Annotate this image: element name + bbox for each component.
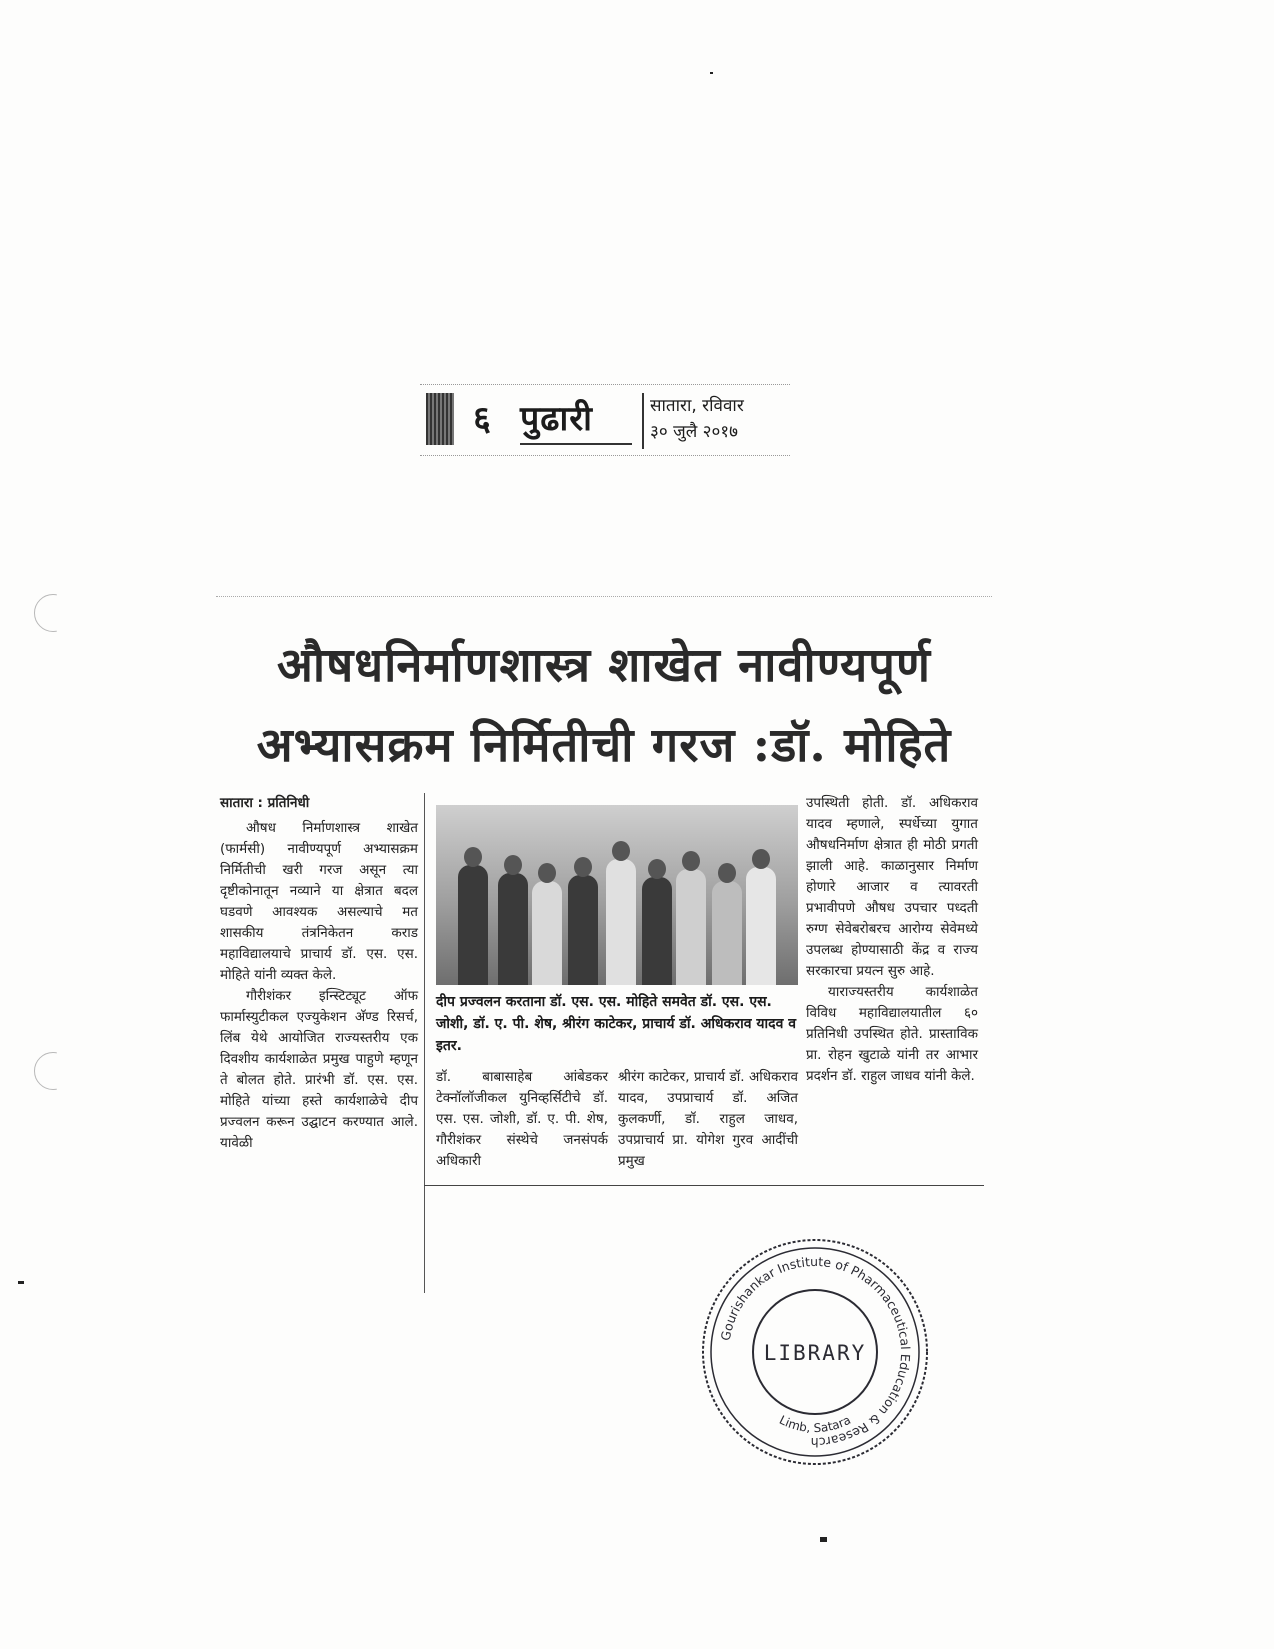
date-line-2: ३० जुलै २०१७ [650,422,738,442]
photo-caption: दीप प्रज्वलन करताना डॉ. एस. एस. मोहिते समवेत डॉ. एस. एस. जोशी, डॉ. ए. पी. शेष, श्रीरंग काटेकर, प्राचार्य डॉ. अधिकराव यादव व इतर. [436,994,797,1054]
date-line-1: सातारा, रविवार [650,396,744,416]
headline-line-1: औषधनिर्माणशास्त्र शाखेत नावीण्यपूर्ण [277,638,931,693]
photo-person [458,865,488,985]
stamp-graphic [695,1232,935,1472]
column-2a: डॉ. बाबासाहेब आंबेडकर टेक्नॉलॉजीकल युनिव्हर्सिटीचे डॉ. एस. एस. जोशी, डॉ. ए. पी. शेष, गौरीशंकर संस्थेचे जनसंपर्क अधिकारी [436,1069,608,1169]
punch-hole-bottom [34,1052,72,1090]
photo-person [746,867,776,985]
photo-person [712,881,742,985]
dateline: सातारा : प्रतिनिधी [220,795,310,811]
col3-paragraph-1: उपस्थिती होती. डॉ. अधिकराव यादव म्हणाले, स्पर्धेच्या युगात औषधनिर्माण क्षेत्रात ही मोठी प्रगती झाली आहे. काळानुसार निर्माण होणारे आजार व त्यावरती प्रभावीपणे औषध उपचार पध्दती रुग्ण सेवेबरोबरच आरोग्य सेवेमध्ये उपलब्ध होण्यासाठी केंद्र व राज्य सरकारचा प्रयत्न सुरु आहे. [806,795,978,979]
news-article [216,596,992,1317]
photo-person [642,877,672,985]
event-photo [436,805,798,985]
photo-person [498,873,528,985]
column-divider [424,793,425,1293]
photo-person [568,875,598,985]
headline-line-2: अभ्यासक्रम निर्मितीची गरज :डॉ. मोहिते [256,718,952,773]
stamp-bottom-text: Limb, Satara [777,1412,853,1436]
scan-speck [820,1537,827,1542]
article-bottom-rule [424,1185,984,1186]
newspaper-masthead [420,384,790,456]
library-stamp [695,1232,935,1472]
punch-hole-top [34,594,72,632]
column-1 [220,793,418,1154]
photo-person [532,881,562,985]
masthead-date [642,393,790,449]
column-3 [806,793,978,1087]
scan-speck [18,1281,24,1284]
newspaper-name: पुढारी [520,395,632,445]
col1-paragraph-1: औषध निर्माणशास्त्र शाखेत (फार्मसी) नावीण्यपूर्ण अभ्यासक्रम निर्मितीची खरी गरज असून त्या दृष्टीकोनातून नव्याने या क्षेत्रात बदल घडवणे आवश्यक असल्याचे मत शासकीय तंत्रनिकेतन कराड महाविद्यालयाचे प्राचार्य डॉ. एस. एस. मोहिते यांनी व्यक्त केले. [220,820,418,983]
photo-person [676,869,706,985]
masthead-bar [426,393,454,445]
stamp-ring-text: Gourishankar Institute of Pharmaceutical Education & Research [717,1253,914,1451]
col1-paragraph-2: गौरीशंकर इन्स्टिट्यूट ऑफ फार्मास्युटीकल एज्युकेशन अ‍ॅण्ड रिसर्च, लिंब येथे आयोजित राज्यस्तरीय एक दिवशीय कार्यशाळेत प्रमुख पाहुणे म्हणून ते बोलत होते. प्रारंभी डॉ. एस. एस. मोहिते यांच्या हस्ते कार्यशाळेचे दीप प्रज्वलन करून उद्घाटन करण्यात आले. यावेळी [220,988,418,1151]
stamp-center-text: LIBRARY [763,1341,867,1365]
scan-speck [710,72,713,74]
page-number: ६ [473,399,491,439]
column-2b: श्रीरंग काटेकर, प्राचार्य डॉ. अधिकराव यादव, उपप्राचार्य डॉ. अजित कुलकर्णी, डॉ. राहुल जाधव, उपप्राचार्य प्रा. योगेश गुरव आदींची प्रमुख [618,1069,798,1169]
col3-paragraph-2: याराज्यस्तरीय कार्यशाळेत विविध महाविद्यालयातील ६० प्रतिनिधी उपस्थित होते. प्रास्ताविक प्रा. रोहन खुटाळे यांनी तर आभार प्रदर्शन डॉ. राहुल जाधव यांनी केले. [806,984,978,1084]
photo-person [606,859,636,985]
